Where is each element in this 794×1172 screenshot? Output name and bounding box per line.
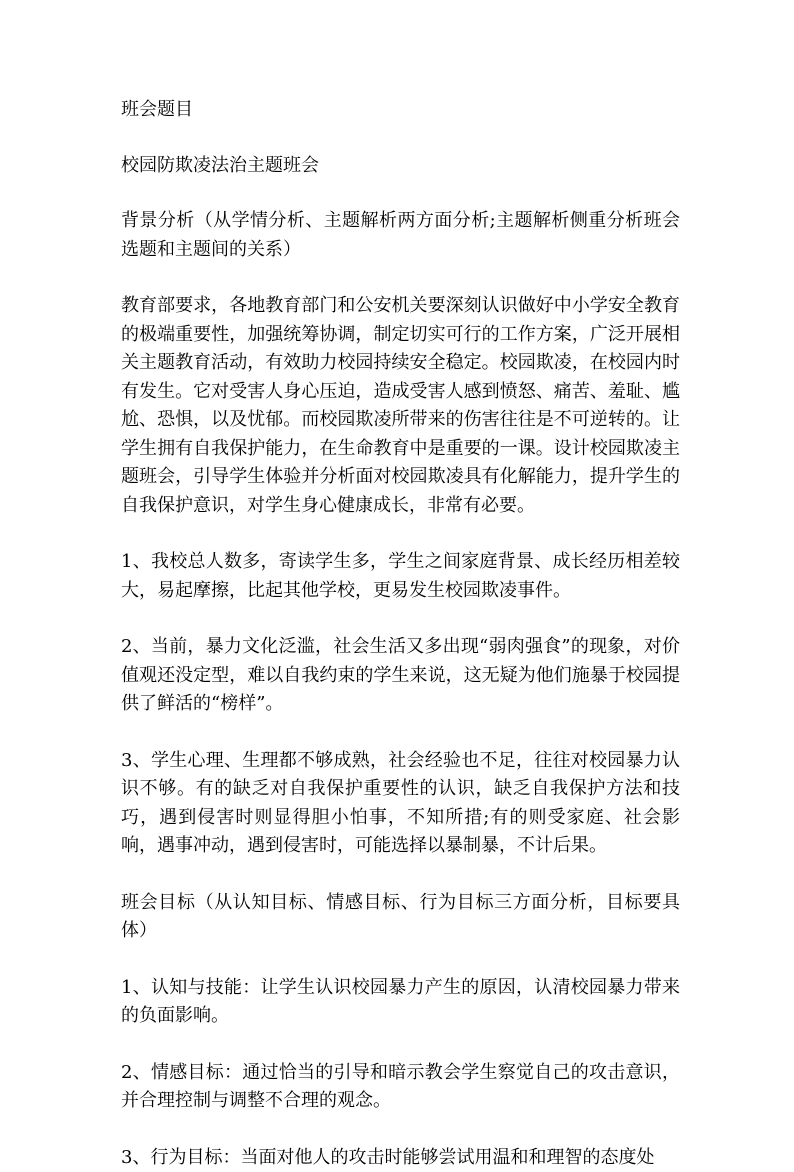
list-item-background-2: 2、当前，暴力文化泛滥，社会生活又多出现“弱肉强食”的现象，对价值观还没定型，难以自我约束的学生来说，这无疑为他们施暴于校园提供了鲜活的“榜样”。: [121, 633, 680, 719]
meeting-title: 校园防欺凌法治主题班会: [121, 152, 680, 181]
section-heading-background: 背景分析（从学情分析、主题解析两方面分析;主题解析侧重分析班会选题和主题间的关系）: [121, 207, 680, 264]
list-item-goal-1: 1、认知与技能：让学生认识校园暴力产生的原因，认清校园暴力带来的负面影响。: [121, 974, 680, 1031]
list-item-goal-3: 3、行为目标：当面对他人的攻击时能够尝试用温和和理智的态度处: [121, 1144, 680, 1172]
section-heading-topic: 班会题目: [121, 96, 680, 125]
list-item-background-3: 3、学生心理、生理都不够成熟，社会经验也不足，往往对校园暴力认识不够。有的缺乏对自我保护重要性的认识，缺乏自我保护方法和技巧，遇到侵害时则显得胆小怕事，不知所措;有的则受家庭、社会影响，遇事冲动，遇到侵害时，可能选择以暴制暴，不计后果。: [121, 747, 680, 861]
list-item-goal-2: 2、情感目标：通过恰当的引导和暗示教会学生察觉自己的攻击意识，并合理控制与调整不合理的观念。: [121, 1059, 680, 1116]
list-item-background-1: 1、我校总人数多，寄读学生多，学生之间家庭背景、成长经历相差较大，易起摩擦，比起其他学校，更易发生校园欺凌事件。: [121, 548, 680, 605]
section-heading-goals: 班会目标（从认知目标、情感目标、行为目标三方面分析，目标要具体）: [121, 889, 680, 946]
paragraph-background: 教育部要求，各地教育部门和公安机关要深刻认识做好中小学安全教育的极端重要性，加强统筹协调，制定切实可行的工作方案，广泛开展相关主题教育活动，有效助力校园持续安全稳定。校园欺凌，在校园内时有发生。它对受害人身心压迫，造成受害人感到愤怒、痛苦、羞耻、尴尬、恐惧，以及忧郁。而校园欺凌所带来的伤害往往是不可逆转的。让学生拥有自我保护能力，在生命教育中是重要的一课。设计校园欺凌主题班会，引导学生体验并分析面对校园欺凌具有化解能力，提升学生的自我保护意识，对学生身心健康成长，非常有必要。: [121, 292, 680, 520]
